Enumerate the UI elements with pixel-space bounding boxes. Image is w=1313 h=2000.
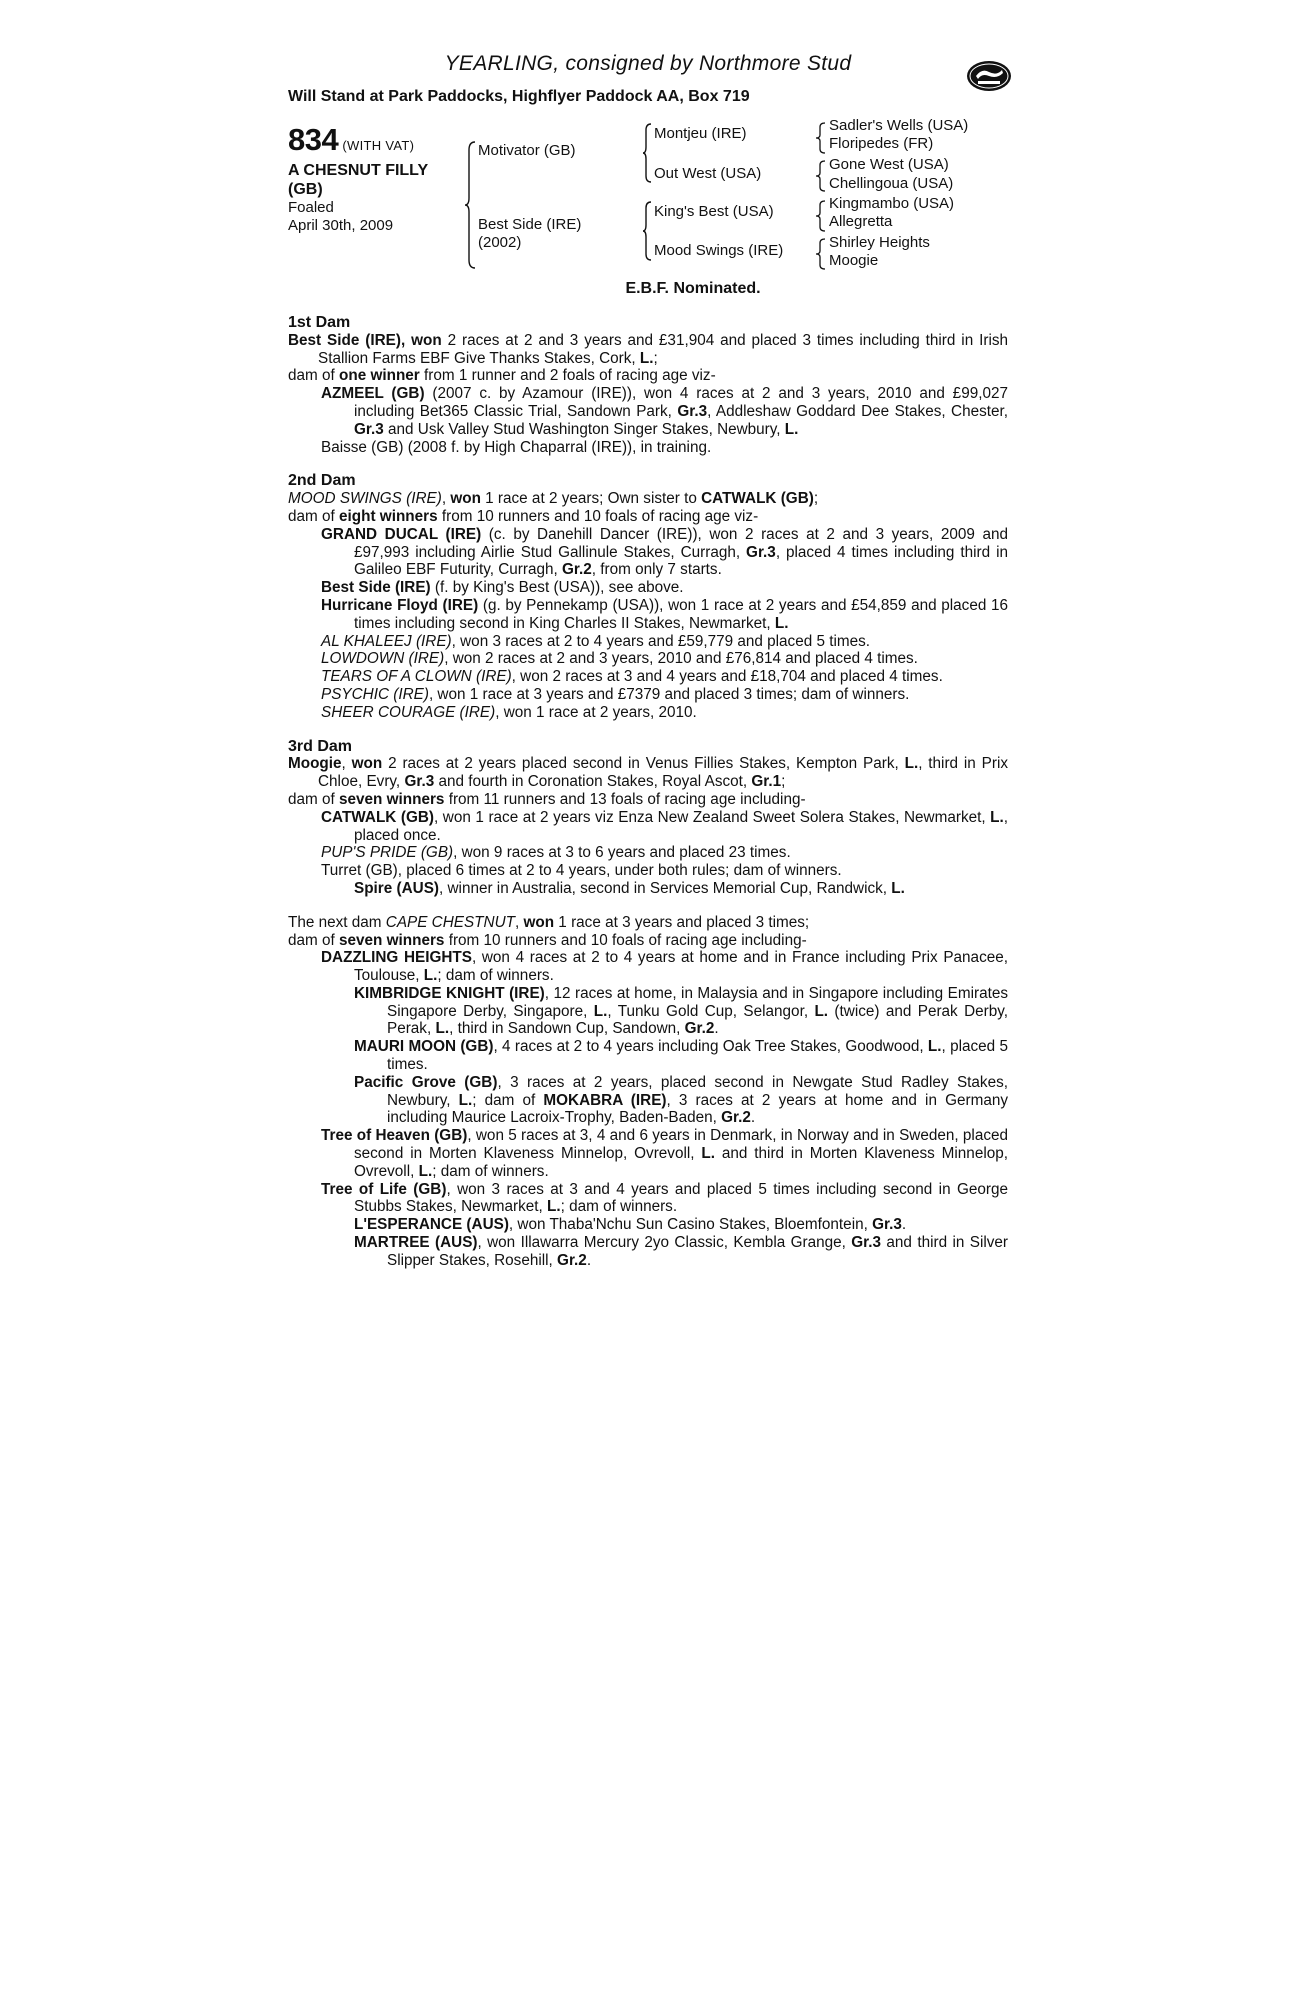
winners-count: one winner: [339, 367, 420, 385]
brace-icon: [464, 140, 476, 270]
listed-label: L.: [418, 1162, 433, 1180]
grandparent-5: Kingmambo (USA): [829, 195, 955, 212]
catalogue-page: [288, 52, 1008, 1270]
grade-label: Gr.3: [851, 1234, 882, 1252]
produce-entry: [288, 1038, 1008, 1074]
sire-sire: Montjeu (IRE): [654, 125, 747, 142]
listed-label: L.: [639, 349, 654, 367]
horse-name: AZMEEL (GB): [321, 385, 425, 403]
produce-entry: [288, 985, 1008, 1038]
horse-name-line1: A CHESNUT FILLY: [288, 162, 429, 179]
section-heading: 1st Dam: [288, 314, 351, 331]
pedigree-block: [288, 117, 1008, 282]
brace-icon: [642, 200, 652, 262]
produce-entry: [288, 650, 1008, 668]
listed-label: L.: [458, 1091, 473, 1109]
foaled-date: April 30th, 2009: [288, 217, 394, 234]
produce-entry: [288, 668, 1008, 686]
record-text: and fourth in Coronation Stakes, Royal Ascot,: [434, 773, 752, 791]
record-text: 1 race at 3 years and placed 3 times;: [554, 913, 810, 931]
dam: Best Side (IRE): [478, 216, 582, 233]
record-text: , won 9 races at 3 to 6 years and placed 23 times.: [453, 844, 791, 862]
produce-summary: [288, 508, 1008, 526]
record-text: , won 1 race at 2 years viz Enza New Zealand Sweet Solera Stakes, Newmarket,: [434, 808, 991, 826]
horse-name: LOWDOWN (IRE): [321, 650, 445, 668]
listed-label: L.: [927, 1038, 942, 1056]
record-text: and third in Silver Slipper Stakes, Rosehill,: [387, 1234, 1008, 1269]
produce-entry: [288, 1127, 1008, 1180]
listed-label: L.: [593, 1002, 608, 1020]
text: from 10 runners and 10 foals of racing age viz-: [437, 507, 759, 525]
brace-icon: [815, 200, 827, 232]
horse-name: KIMBRIDGE KNIGHT (IRE): [354, 984, 545, 1002]
punctuation: ;: [653, 349, 658, 367]
record-text: , 4 races at 2 to 4 years including Oak Tree Stakes, Goodwood,: [493, 1038, 928, 1056]
won-label: won: [351, 755, 383, 773]
ebf-nominated: E.B.F. Nominated.: [625, 280, 761, 297]
produce-summary: [288, 791, 1008, 809]
brace-icon: [642, 122, 652, 184]
record-text: (twice) and Perak Derby, Perak,: [387, 1002, 1008, 1038]
horse-name: MAURI MOON (GB): [354, 1038, 494, 1056]
horse-name: L'ESPERANCE (AUS): [354, 1216, 509, 1234]
text: dam of: [288, 790, 340, 808]
record-text: ; dam of winners.: [560, 1198, 678, 1216]
text: from 11 runners and 13 foals of racing age including-: [444, 790, 806, 808]
record-text: , won Thaba'Nchu Sun Casino Stakes, Bloemfontein,: [508, 1216, 873, 1234]
text: from 1 runner and 2 foals of racing age viz-: [419, 367, 716, 385]
listed-label: L.: [990, 808, 1004, 826]
punctuation: .: [586, 1251, 592, 1269]
dam-year: (2002): [478, 234, 522, 251]
punctuation: ,: [441, 490, 451, 508]
record-text: (2007 c. by Azamour (IRE)), won 4 races at 2 and 3 years, 2010 and £99,027 including Bet365 Classic Trial, Sandown Park,: [354, 385, 1008, 420]
produce-entry: [288, 949, 1008, 985]
horse-name: SHEER COURAGE (IRE): [321, 703, 496, 721]
produce-entry: [288, 844, 1008, 862]
second-dam-section: [288, 472, 1008, 721]
produce-entry: [288, 686, 1008, 704]
produce-entry: [288, 1074, 1008, 1127]
record-text: (c. by Danehill Dancer (IRE)), won 2 races at 2 and 3 years, 2009 and £97,993 including Airlie Stud Gallinule Stakes, Curragh,: [354, 525, 1009, 561]
text: dam of: [288, 507, 340, 525]
grade-label: Gr.3: [354, 420, 384, 438]
record-text: , 3 races at 2 years at home and in Germany including Maurice Lacroix-Trophy, Baden-Baden,: [387, 1091, 1008, 1127]
horse-name: PSYCHIC (IRE): [321, 685, 429, 703]
record-text: , won 5 races at 3, 4 and 6 years in Denmark, in Norway and in Sweden, placed second in Morten Klaveness Minnelop, Ovrevoll,: [354, 1127, 1008, 1163]
listed-label: L.: [435, 1020, 450, 1038]
won-label: , won: [400, 331, 442, 349]
grade-label: Gr.2: [684, 1020, 715, 1038]
grade-label: Gr.2: [721, 1109, 751, 1127]
produce-entry: [288, 880, 1008, 898]
produce-entry: Turret (GB), placed 6 times at 2 to 4 years, under both rules; dam of winners.: [321, 862, 842, 880]
record-text: , won 3 races at 3 and 4 years and placed 5 times including second in George Stubbs Stakes, Newmarket,: [354, 1180, 1009, 1216]
text: dam of: [288, 367, 340, 385]
record-text: (g. by Pennekamp (USA)), won 1 race at 2 years and £54,859 and placed 16 times including second in King Charles II Stakes, Newmarket,: [354, 596, 1009, 632]
dam-name: CAPE CHESTNUT: [385, 913, 515, 931]
dam-name: MOOD SWINGS (IRE): [288, 490, 442, 508]
horse-name-line2: (GB): [288, 181, 323, 198]
horse-name: Best Side (IRE): [321, 579, 431, 597]
horse-name: CATWALK (GB): [701, 490, 814, 508]
record-text: , winner in Australia, second in Services Memorial Cup, Randwick,: [439, 879, 892, 897]
horse-name: MARTREE (AUS): [354, 1234, 478, 1252]
produce-entry: [288, 526, 1008, 579]
record-text: ; dam of: [472, 1091, 544, 1109]
horse-name: [288, 161, 428, 199]
section-heading: 2nd Dam: [288, 472, 356, 490]
horse-name: Spire (AUS): [354, 879, 439, 897]
produce-entry: [288, 633, 1008, 651]
horse-name: TEARS OF A CLOWN (IRE): [321, 668, 512, 686]
tattersalls-logo-icon: [966, 54, 1012, 94]
horse-name: DAZZLING HEIGHTS: [321, 949, 472, 967]
dam-name: Best Side (IRE): [288, 331, 401, 349]
horse-name: Tree of Life (GB): [321, 1180, 447, 1198]
third-dam-section: [288, 738, 1008, 898]
winners-count: seven winners: [339, 931, 445, 949]
first-dam-section: [288, 314, 1008, 456]
winners-count: seven winners: [339, 790, 445, 808]
grandparent-7: Shirley Heights: [829, 234, 930, 251]
punctuation: .: [714, 1020, 719, 1038]
lot-number-line: [288, 122, 414, 158]
punctuation: ;: [813, 490, 819, 508]
dam-name: Moogie: [288, 755, 342, 773]
listed-label: L.: [547, 1198, 561, 1216]
record-text: , 3 races at 2 years, placed second in Newgate Stud Radley Stakes, Newbury,: [387, 1073, 1008, 1109]
dam-record: [288, 914, 1008, 932]
record-text: , third in Sandown Cup, Sandown,: [449, 1020, 685, 1038]
record-text: , won Illawarra Mercury 2yo Classic, Kembla Grange,: [477, 1234, 852, 1252]
produce-entry: [288, 579, 1008, 597]
winners-count: eight winners: [339, 507, 438, 525]
brace-icon: [815, 238, 827, 270]
record-text: , won 4 races at 2 to 4 years at home and in France including Prix Panacee, Toulouse,: [354, 949, 1008, 985]
text: from 10 runners and 10 foals of racing age including-: [444, 931, 807, 949]
won-label: won: [523, 913, 555, 931]
section-heading: 3rd Dam: [288, 737, 353, 755]
record-text: , won 3 races at 2 to 4 years and £59,779 and placed 5 times.: [451, 632, 871, 650]
grade-label: Gr.3: [746, 543, 776, 561]
horse-name: Tree of Heaven (GB): [321, 1127, 468, 1145]
grade-label: Gr.3: [677, 402, 708, 420]
brace-icon: [815, 160, 827, 192]
record-text: , placed 5 times.: [387, 1038, 1008, 1074]
foaled-info: [288, 199, 393, 235]
grandparent-1: Sadler's Wells (USA): [829, 117, 969, 134]
listed-label: L.: [423, 967, 438, 985]
dam-record: [288, 332, 1008, 368]
punctuation: ,: [341, 755, 352, 773]
produce-entry: [288, 1181, 1008, 1217]
produce-entry: Baisse (GB) (2008 f. by High Chaparral (IRE)), in training.: [321, 438, 712, 456]
punctuation: ;: [781, 773, 786, 791]
grandparent-2: Floripedes (FR): [829, 135, 934, 152]
grandparent-8: Moogie: [829, 252, 879, 269]
grade-label: Gr.2: [562, 561, 592, 579]
produce-entry: [288, 1234, 1008, 1270]
produce-entry: [288, 385, 1008, 438]
text: The next dam: [288, 913, 386, 931]
record-text: ; dam of winners.: [432, 1162, 549, 1180]
listed-label: L.: [814, 1002, 829, 1020]
grade-label: Gr.1: [751, 773, 782, 791]
horse-name: MOKABRA (IRE): [543, 1091, 667, 1109]
record-text: , won 1 race at 2 years, 2010.: [495, 703, 697, 721]
won-label: won: [450, 490, 481, 508]
page-header: YEARLING, consigned by Northmore Stud: [444, 52, 852, 75]
record-text: (f. by King's Best (USA)), see above.: [430, 579, 684, 597]
horse-name: PUP'S PRIDE (GB): [321, 844, 454, 862]
produce-entry: [288, 597, 1008, 633]
record-text: , won 1 race at 3 years and £7379 and placed 3 times; dam of winners.: [428, 685, 910, 703]
record-text: , Tunku Gold Cup, Selangor,: [607, 1002, 815, 1020]
grade-label: Gr.2: [557, 1251, 587, 1269]
stand-location: Will Stand at Park Paddocks, Highflyer Paddock AA, Box 719: [288, 88, 750, 105]
listed-label: L.: [891, 879, 905, 897]
record-text: , third in Prix Chloe, Evry,: [318, 755, 1009, 791]
record-text: , won 2 races at 3 and 4 years and £18,704 and placed 4 times.: [511, 668, 943, 686]
grade-label: Gr.3: [404, 773, 435, 791]
produce-summary: [288, 932, 1008, 950]
dam-record: [288, 755, 1008, 791]
grandparent-6: Allegretta: [829, 213, 893, 230]
record-text: , won 2 races at 2 and 3 years, 2010 and £76,814 and placed 4 times.: [444, 650, 918, 668]
listed-label: L.: [774, 614, 789, 632]
produce-entry: [288, 1216, 1008, 1234]
horse-name: GRAND DUCAL (IRE): [321, 525, 482, 543]
brace-icon: [815, 122, 827, 154]
lot-number: 834: [288, 122, 339, 157]
listed-label: L.: [784, 420, 799, 438]
record-text: , 12 races at home, in Malaysia and in Singapore including Emirates Singapore Derby, Singapore,: [387, 984, 1008, 1020]
record-text: 1 race at 2 years; Own sister to: [480, 490, 702, 508]
punctuation: .: [901, 1216, 907, 1234]
punctuation: .: [750, 1109, 756, 1127]
listed-label: L.: [701, 1145, 715, 1163]
sire-dam: Out West (USA): [654, 165, 762, 182]
grandparent-3: Gone West (USA): [829, 156, 949, 173]
grade-label: Gr.3: [872, 1216, 902, 1234]
horse-name: Hurricane Floyd (IRE): [321, 596, 479, 614]
record-text: , Addleshaw Goddard Dee Stakes, Chester,: [707, 402, 1008, 420]
foaled-label: Foaled: [288, 199, 334, 216]
record-text: ; dam of winners.: [437, 967, 554, 985]
text: dam of: [288, 931, 340, 949]
record-text: and third in Morten Klaveness Minnelop, Ovrevoll,: [354, 1145, 1008, 1180]
next-dam-section: [288, 914, 1008, 1270]
produce-entry: [288, 704, 1008, 722]
dam-record: [288, 490, 1008, 508]
vat-label: (WITH VAT): [342, 138, 415, 153]
listed-label: L.: [904, 755, 919, 773]
horse-name: Pacific Grove (GB): [354, 1073, 498, 1091]
dam-dam: Mood Swings (IRE): [654, 242, 784, 259]
record-text: , placed 4 times including third in Galileo EBF Futurity, Curragh,: [354, 543, 1008, 579]
punctuation: ,: [514, 913, 524, 931]
horse-name: CATWALK (GB): [321, 808, 435, 826]
produce-entry: [288, 809, 1008, 845]
dam-sire: King's Best (USA): [654, 203, 774, 220]
grandparent-4: Chellingoua (USA): [829, 175, 954, 192]
record-text: , from only 7 starts.: [591, 561, 722, 579]
horse-name: AL KHALEEJ (IRE): [321, 632, 452, 650]
record-text: 2 races at 2 and 3 years and £31,904 and placed 3 times including third in Irish Stallion Farms EBF Give Thanks Stakes, Cork,: [318, 331, 1009, 367]
record-text: , placed once.: [354, 808, 1008, 844]
sire: Motivator (GB): [478, 142, 576, 159]
record-text: and Usk Valley Stud Washington Singer Stakes, Newbury,: [383, 420, 785, 438]
record-text: 2 races at 2 years placed second in Venus Fillies Stakes, Kempton Park,: [382, 755, 905, 773]
produce-summary: [288, 367, 1008, 385]
